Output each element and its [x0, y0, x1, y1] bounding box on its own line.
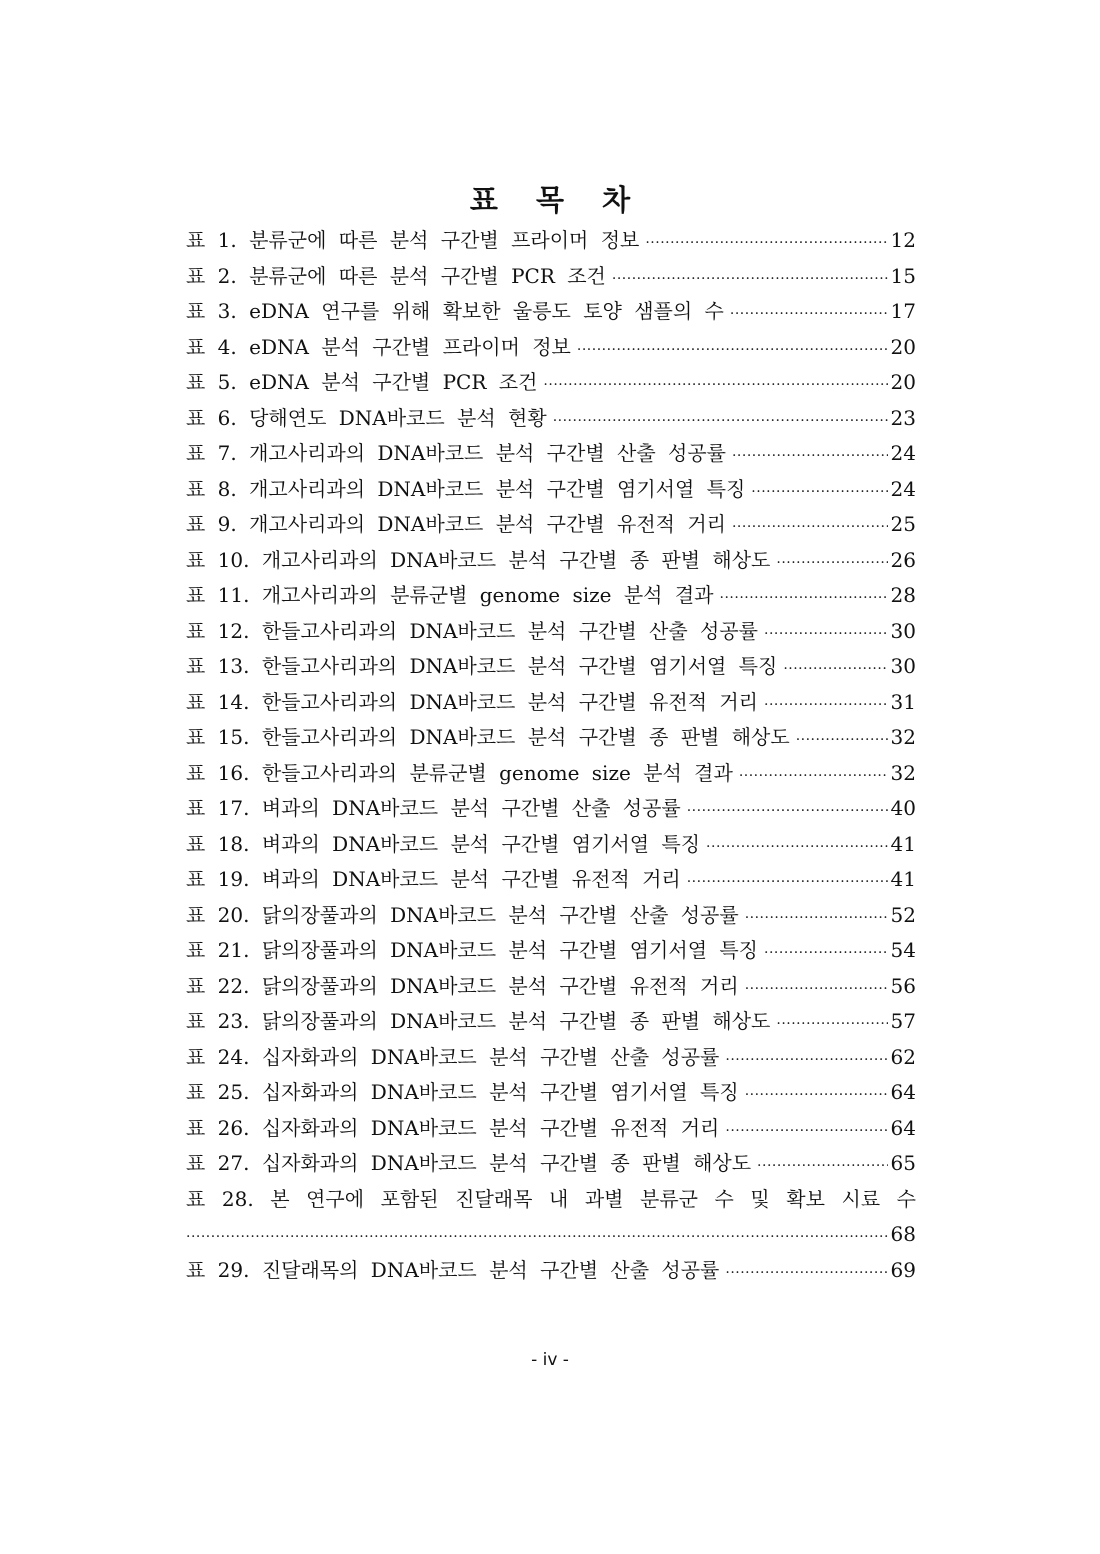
toc-entry-label: 표 26. 십자화과의 DNA바코드 분석 구간별 유전적 거리	[186, 1115, 720, 1140]
toc-entry-page: 15	[890, 263, 916, 288]
toc-label-word: 연구에	[306, 1186, 365, 1211]
toc-row	[186, 294, 916, 330]
toc-row	[186, 756, 916, 792]
toc-entry-page: 30	[890, 654, 916, 678]
toc-entry-page: 24	[890, 476, 916, 501]
toc-entry[interactable]	[186, 933, 916, 969]
dot-leader	[612, 262, 888, 298]
toc-entry-label: 표 14. 한들고사리과의 DNA바코드 분석 구간별 유전적 거리	[186, 689, 759, 714]
toc-entry[interactable]	[186, 1253, 916, 1289]
toc-entry[interactable]	[186, 862, 916, 898]
dot-leader	[645, 226, 887, 262]
toc-entry[interactable]	[186, 827, 916, 863]
toc-entry-page: 32	[890, 760, 916, 785]
toc-entry[interactable]	[186, 507, 916, 543]
toc-row	[186, 1146, 916, 1182]
toc-entry-page: 65	[890, 1151, 916, 1175]
toc-row	[186, 1111, 916, 1147]
toc-row	[186, 223, 916, 259]
toc-label-word: 진달래목	[455, 1186, 533, 1211]
toc-entry-label: 표 29. 진달래목의 DNA바코드 분석 구간별 산출 성공률	[186, 1257, 720, 1282]
toc-entry-label: 표 13. 한들고사리과의 DNA바코드 분석 구간별 염기서열 특징	[186, 654, 778, 678]
toc-row	[186, 1217, 916, 1253]
toc-entry[interactable]	[186, 649, 916, 685]
toc-entry[interactable]	[186, 259, 916, 295]
dot-leader	[725, 1256, 887, 1292]
toc-entry-label: 표 1. 분류군에 따른 분석 구간별 프라이머 정보	[186, 228, 640, 252]
toc-row	[186, 827, 916, 863]
toc-entry[interactable]	[186, 969, 916, 1005]
toc-label-word: 본	[270, 1186, 290, 1211]
toc-entry-label: 표 18. 벼과의 DNA바코드 분석 구간별 염기서열 특징	[186, 831, 701, 856]
toc-entry[interactable]	[186, 401, 916, 437]
dot-leader	[730, 297, 888, 333]
toc-entry-page: 41	[890, 867, 916, 891]
dot-leader	[553, 404, 888, 440]
toc-entry-page: 41	[890, 831, 916, 856]
toc-entry-page: 26	[890, 547, 916, 572]
toc-row	[186, 1040, 916, 1076]
toc-entry-label: 표 24. 십자화과의 DNA바코드 분석 구간별 산출 성공률	[186, 1044, 720, 1069]
toc-row	[186, 898, 916, 934]
toc-entry-label: 표 10. 개고사리과의 DNA바코드 분석 구간별 종 판별 해상도	[186, 547, 771, 572]
toc-row	[186, 1004, 916, 1040]
toc-entry[interactable]	[186, 436, 916, 472]
toc-entry[interactable]	[186, 1004, 916, 1040]
toc-entry-label: 표 23. 닭의장풀과의 DNA바코드 분석 구간별 종 판별 해상도	[186, 1009, 771, 1033]
toc-entry-page: 24	[890, 441, 916, 465]
toc-entry[interactable]	[186, 756, 916, 792]
toc-entry-label: 표 16. 한들고사리과의 분류군별 genome size 분석 결과	[186, 760, 733, 785]
toc-entry-page: 20	[890, 334, 916, 359]
toc-label-word: 내	[548, 1186, 569, 1211]
toc-label-word: 28.	[221, 1186, 254, 1211]
toc-entry-label	[186, 1182, 916, 1218]
dot-leader	[732, 510, 888, 546]
toc-entry-page: 54	[890, 938, 916, 962]
toc-row	[186, 649, 916, 685]
toc-entry-label: 표 11. 개고사리과의 분류군별 genome size 분석 결과	[186, 583, 714, 607]
toc-entry-label: 표 4. eDNA 분석 구간별 프라이머 정보	[186, 334, 571, 359]
toc-entry-page: 62	[890, 1044, 916, 1069]
toc-entry[interactable]	[186, 791, 916, 827]
toc-entry[interactable]	[186, 543, 916, 579]
dot-leader	[687, 865, 888, 901]
toc-label-word: 수	[714, 1186, 734, 1211]
toc-entry[interactable]	[186, 472, 916, 508]
page-number: - iv -	[531, 1350, 569, 1370]
dot-leader	[776, 1007, 887, 1043]
toc-entry-label: 표 20. 닭의장풀과의 DNA바코드 분석 구간별 산출 성공률	[186, 902, 739, 927]
toc-label-word: 시료	[841, 1186, 881, 1211]
dot-leader	[751, 475, 887, 511]
toc-row	[186, 578, 916, 614]
toc-entry[interactable]	[186, 1040, 916, 1076]
toc-entry-label: 표 6. 당해연도 DNA바코드 분석 현황	[186, 405, 547, 430]
dot-leader	[764, 617, 888, 653]
toc-label-word: 과별	[584, 1186, 624, 1211]
dot-leader	[739, 759, 888, 795]
toc-entry[interactable]	[186, 720, 916, 756]
dot-leader	[543, 368, 887, 404]
toc-entry-label: 표 8. 개고사리과의 DNA바코드 분석 구간별 염기서열 특징	[186, 476, 746, 501]
toc-entry-label: 표 12. 한들고사리과의 DNA바코드 분석 구간별 산출 성공률	[186, 618, 759, 643]
toc-entry-label: 표 15. 한들고사리과의 DNA바코드 분석 구간별 종 판별 해상도	[186, 725, 790, 749]
toc-entry-page: 52	[890, 902, 916, 927]
toc-entry-label: 표 22. 닭의장풀과의 DNA바코드 분석 구간별 유전적 거리	[186, 973, 739, 998]
table-of-contents	[186, 223, 916, 1288]
dot-leader	[745, 901, 888, 937]
dot-leader	[577, 333, 888, 369]
dot-leader	[687, 794, 888, 830]
dot-leader	[764, 936, 888, 972]
toc-entry-page: 57	[890, 1009, 916, 1033]
toc-row	[186, 259, 916, 295]
toc-entry-page: 30	[890, 618, 916, 643]
toc-entry-page: 32	[890, 725, 916, 749]
toc-entry-page: 64	[890, 1080, 916, 1104]
toc-entry[interactable]	[186, 578, 916, 614]
toc-entry-page: 17	[890, 299, 916, 323]
toc-label-word: 포함된	[380, 1186, 439, 1211]
toc-row	[186, 862, 916, 898]
toc-entry[interactable]	[186, 614, 916, 650]
toc-row	[186, 1253, 916, 1289]
toc-row	[186, 543, 916, 579]
dot-leader	[745, 1078, 888, 1114]
toc-entry[interactable]	[186, 1182, 916, 1253]
toc-row	[186, 436, 916, 472]
toc-row	[186, 720, 916, 756]
toc-entry-page: 69	[890, 1257, 916, 1282]
page-title: 표 목 차	[469, 183, 645, 217]
toc-row	[186, 472, 916, 508]
toc-entry-page: 40	[890, 796, 916, 820]
toc-entry-label: 표 27. 십자화과의 DNA바코드 분석 구간별 종 판별 해상도	[186, 1151, 752, 1175]
toc-row	[186, 685, 916, 721]
toc-entry[interactable]	[186, 898, 916, 934]
toc-label-word: 및	[750, 1186, 770, 1211]
toc-label-word: 확보	[786, 1186, 825, 1211]
toc-row	[186, 791, 916, 827]
toc-entry-page: 64	[890, 1115, 916, 1140]
toc-entry-page: 31	[890, 689, 916, 714]
toc-label-word: 분류군	[640, 1186, 698, 1211]
dot-leader	[725, 1043, 887, 1079]
toc-entry[interactable]	[186, 1146, 916, 1182]
dot-leader	[732, 439, 888, 475]
toc-entry-label: 표 17. 벼과의 DNA바코드 분석 구간별 산출 성공률	[186, 796, 681, 820]
toc-row	[186, 969, 916, 1005]
toc-entry-label: 표 3. eDNA 연구를 위해 확보한 울릉도 토양 샘플의 수	[186, 299, 724, 323]
toc-entry[interactable]	[186, 365, 916, 401]
toc-entry-page: 20	[890, 370, 916, 394]
toc-entry-page: 25	[890, 512, 916, 536]
dot-leader	[725, 1114, 887, 1150]
toc-row	[186, 614, 916, 650]
dot-leader	[764, 688, 888, 724]
dot-leader	[706, 830, 888, 866]
toc-entry-page: 28	[890, 583, 916, 607]
dot-leader	[186, 1220, 888, 1256]
toc-entry[interactable]	[186, 330, 916, 366]
dot-leader	[796, 723, 888, 759]
toc-entry-label: 표 5. eDNA 분석 구간별 PCR 조건	[186, 370, 538, 394]
toc-entry-label: 표 7. 개고사리과의 DNA바코드 분석 구간별 산출 성공률	[186, 441, 726, 465]
toc-entry[interactable]	[186, 1111, 916, 1147]
toc-row	[186, 1075, 916, 1111]
dot-leader	[783, 652, 887, 688]
toc-row	[186, 507, 916, 543]
toc-row	[186, 330, 916, 366]
dot-leader	[745, 972, 888, 1008]
toc-entry-label: 표 25. 십자화과의 DNA바코드 분석 구간별 염기서열 특징	[186, 1080, 739, 1104]
toc-entry[interactable]	[186, 685, 916, 721]
toc-row	[186, 401, 916, 437]
toc-entry[interactable]	[186, 223, 916, 259]
toc-entry-page: 23	[890, 405, 916, 430]
toc-row	[186, 365, 916, 401]
dot-leader	[776, 546, 887, 582]
dot-leader	[757, 1149, 888, 1185]
toc-entry-page: 68	[890, 1222, 916, 1246]
toc-label-word: 수	[896, 1186, 916, 1211]
toc-entry-label: 표 2. 분류군에 따른 분석 구간별 PCR 조건	[186, 263, 606, 288]
toc-label-word: 표	[186, 1186, 206, 1211]
toc-entry-page: 12	[890, 228, 916, 252]
toc-entry-label: 표 9. 개고사리과의 DNA바코드 분석 구간별 유전적 거리	[186, 512, 726, 536]
toc-entry[interactable]	[186, 1075, 916, 1111]
toc-entry-page: 56	[890, 973, 916, 998]
dot-leader	[720, 581, 888, 617]
toc-entry-label: 표 21. 닭의장풀과의 DNA바코드 분석 구간별 염기서열 특징	[186, 938, 759, 962]
toc-row	[186, 933, 916, 969]
toc-entry[interactable]	[186, 294, 916, 330]
toc-entry-label: 표 19. 벼과의 DNA바코드 분석 구간별 유전적 거리	[186, 867, 681, 891]
